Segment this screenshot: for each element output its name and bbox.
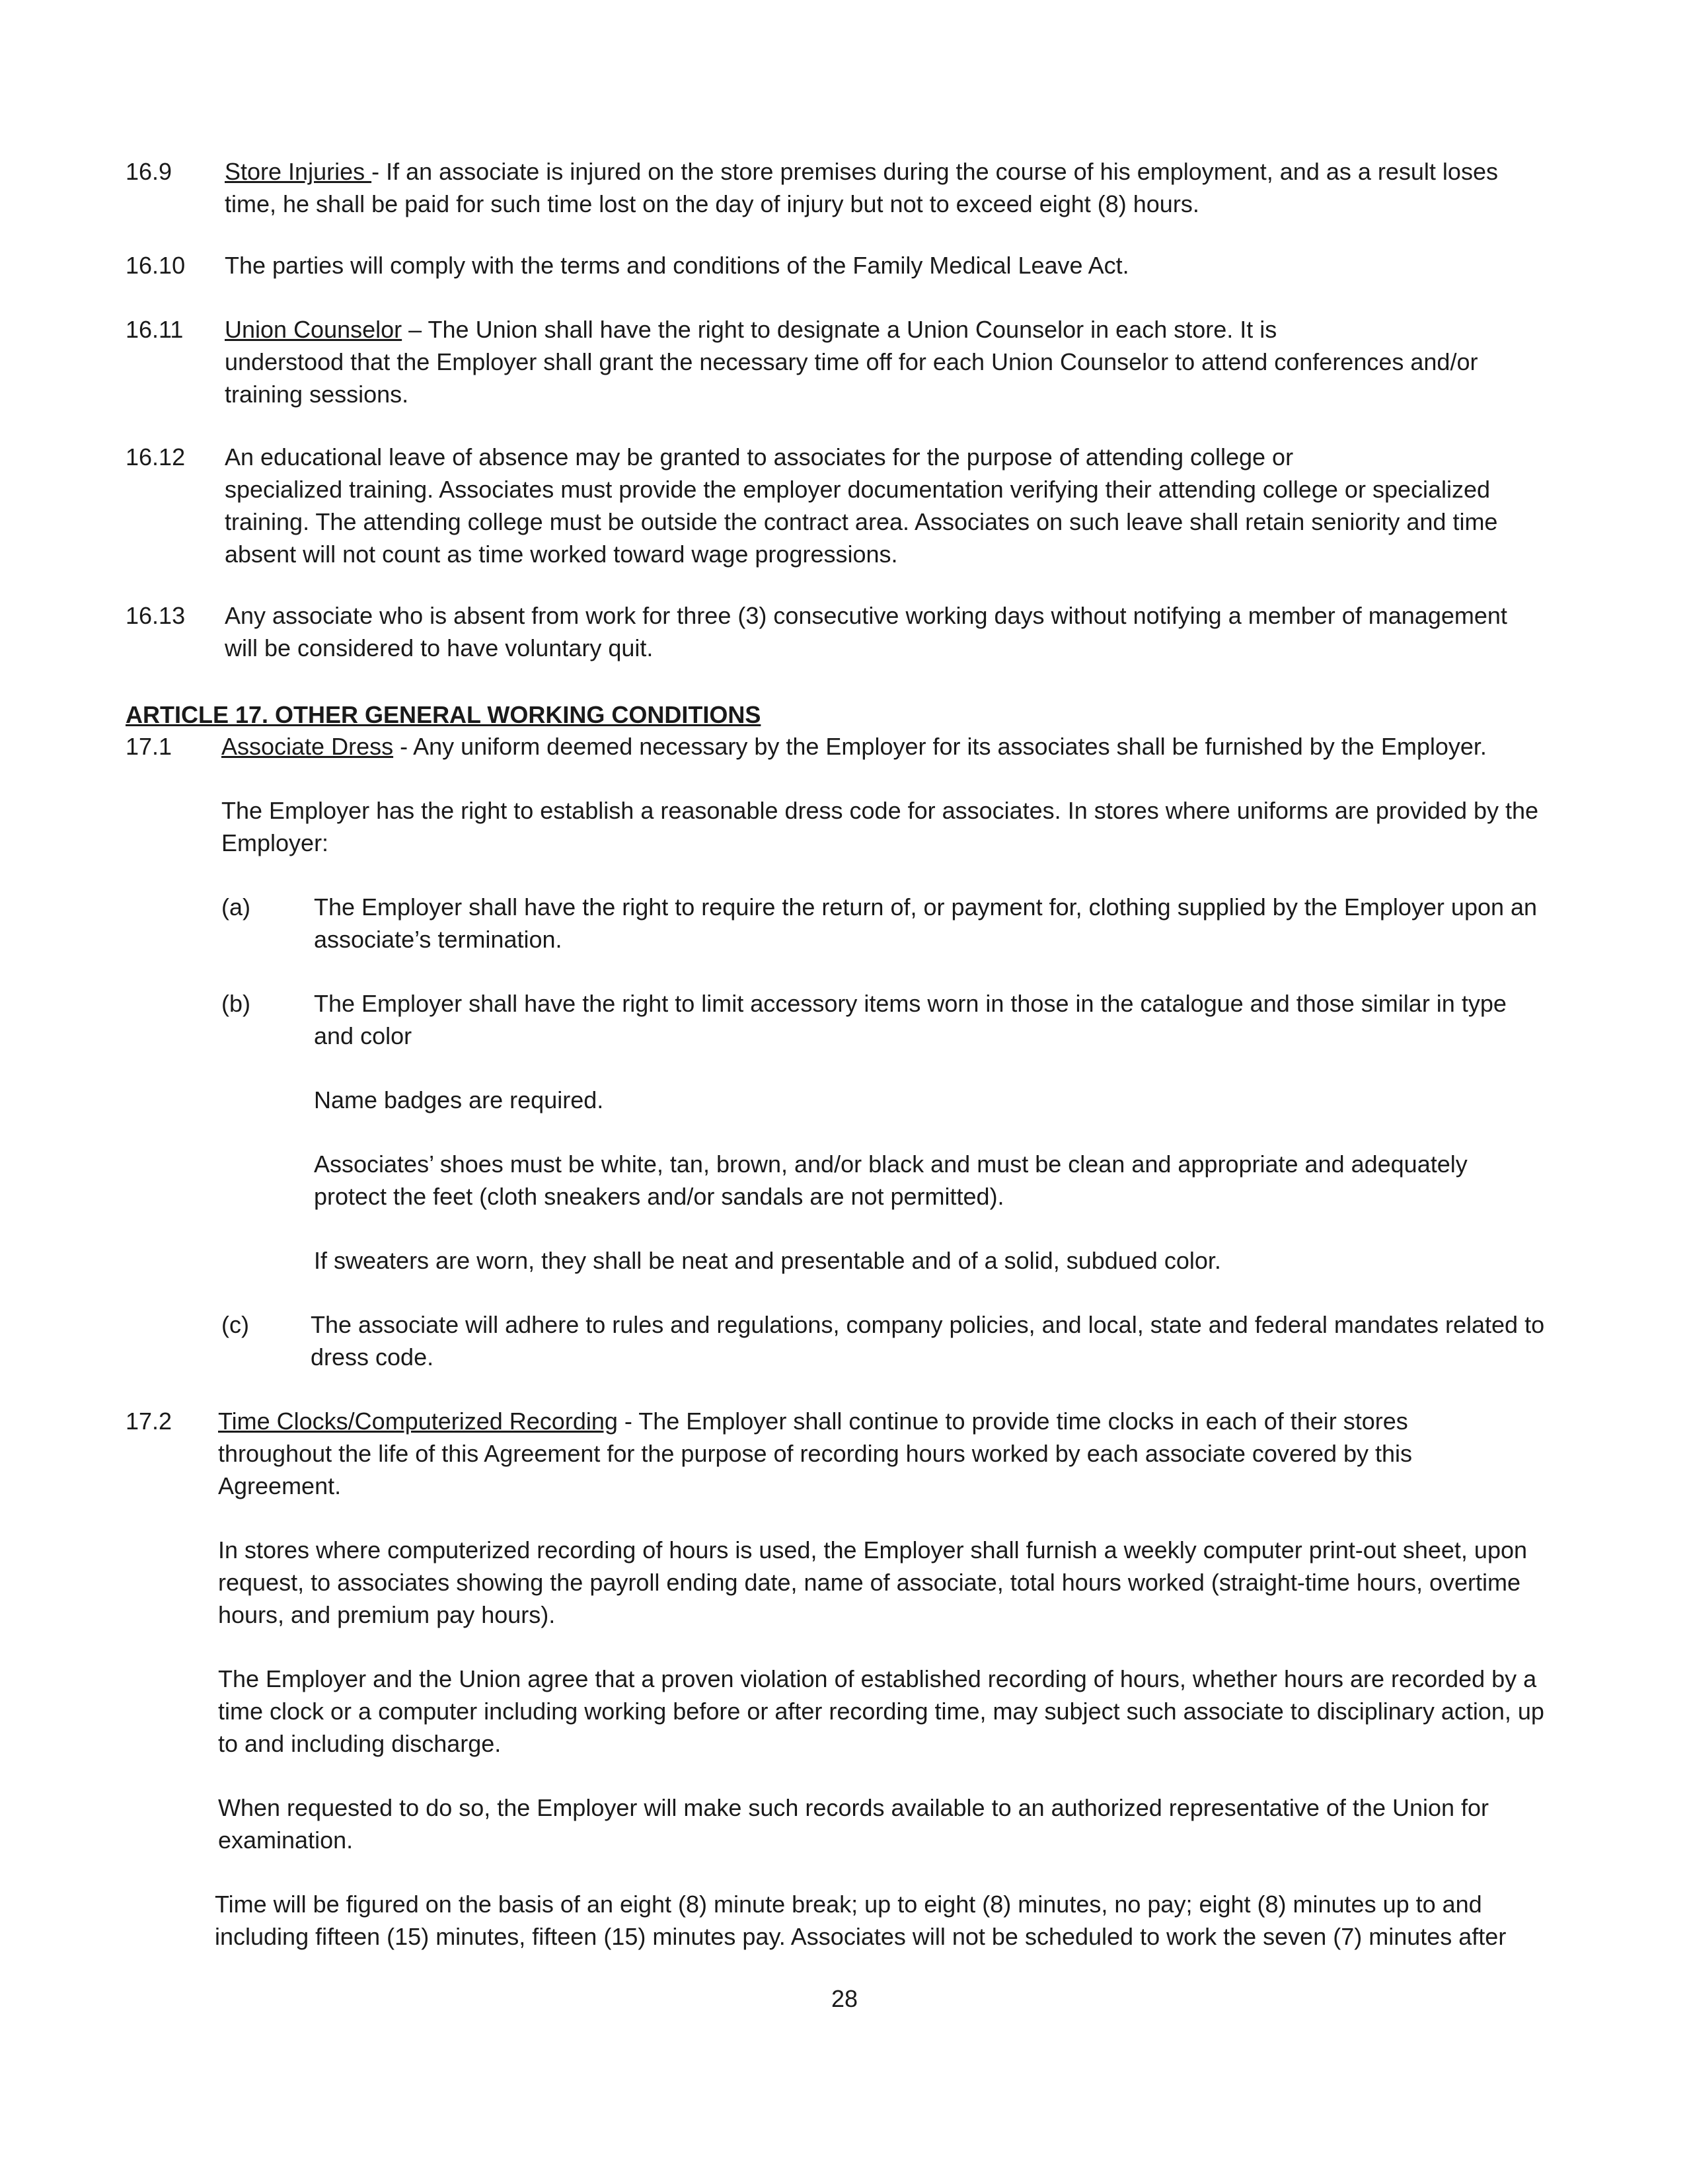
- section-number: 16.12: [126, 443, 186, 471]
- section-title: Store Injuries: [225, 158, 372, 185]
- section-paragraph: Time will be figured on the basis of an eight (8) minute break; up to eight (8) minutes, no pay; eight (8) minutes up to and including fifteen (15) minutes, fifteen (15) minutes pay. Associates will not be scheduled to work the seven (7) minutes after: [215, 1891, 1507, 1950]
- item-b-paragraph: Name badges are required.: [314, 1086, 604, 1113]
- item-label-c: (c): [221, 1311, 249, 1338]
- item-b-paragraph: If sweaters are worn, they shall be neat and presentable and of a solid, subdued color.: [314, 1247, 1221, 1274]
- section-text: [225, 313, 1540, 346]
- section-title: Time Clocks/Computerized Recording: [218, 1408, 618, 1435]
- item-text-a: The Employer shall have the right to require the return of, or payment for, clothing supplied by the Employer upon an associate’s termination.: [314, 893, 1538, 953]
- section-text: [221, 730, 1550, 763]
- item-label-b: (b): [221, 990, 250, 1017]
- section-number: 16.11: [126, 316, 184, 343]
- section-title: Associate Dress: [221, 733, 394, 760]
- section-number: 16.13: [126, 602, 186, 629]
- article-heading: ARTICLE 17. OTHER GENERAL WORKING CONDITIONS: [126, 701, 761, 728]
- section-number: 17.2: [126, 1408, 172, 1435]
- section-body-line1: An educational leave of absence may be granted to associates for the purpose of attending college or: [225, 443, 1294, 471]
- item-label-a: (a): [221, 893, 250, 921]
- section-body-line1: – The Union shall have the right to designate a Union Counselor in each store. It is: [402, 316, 1277, 343]
- section-number: 17.1: [126, 733, 172, 760]
- section-paragraph: The Employer has the right to establish a reasonable dress code for associates. In stores where uniforms are provided by the Employer:: [221, 797, 1539, 856]
- section-number: 16.9: [126, 158, 172, 185]
- section-body: - If an associate is injured on the store premises during the course of his employment, and as a result loses time, he shall be paid for such time lost on the day of injury but not to exceed eight (8) hours.: [225, 158, 1498, 217]
- section-body-rest: specialized training. Associates must provide the employer documentation verifying their attending college or specialized training. The attending college must be outside the contract area. Associates on such leave shall retain seniority and time absent will not count as time worked toward wage progressions.: [225, 476, 1498, 568]
- section-text: [225, 155, 1540, 220]
- section-paragraph: In stores where computerized recording of hours is used, the Employer shall furnish a weekly computer print-out sheet, upon request, to associates showing the payroll ending date, name of associate, total hours worked (straight-time hours, overtime hours, and premium pay hours).: [218, 1536, 1528, 1628]
- section-paragraph: When requested to do so, the Employer will make such records available to an authorized representative of the Union for examination.: [218, 1794, 1489, 1854]
- section-body: The parties will comply with the terms and conditions of the Family Medical Leave Act.: [225, 252, 1129, 279]
- section-body: - Any uniform deemed necessary by the Employer for its associates shall be furnished by the Employer.: [393, 733, 1487, 760]
- item-text-b: The Employer shall have the right to limit accessory items worn in those in the catalogue and those similar in type and color: [314, 990, 1507, 1049]
- item-text-c: The associate will adhere to rules and regulations, company policies, and local, state and federal mandates related to dress code.: [311, 1311, 1545, 1371]
- page-number: 28: [831, 1985, 858, 2012]
- item-b-paragraph: Associates’ shoes must be white, tan, brown, and/or black and must be clean and appropriate and adequately protect the feet (cloth sneakers and/or sandals are not permitted).: [314, 1150, 1468, 1210]
- section-body-rest: understood that the Employer shall grant the necessary time off for each Union Counselor to attend conferences and/or training sessions.: [225, 348, 1478, 408]
- section-title: Union Counselor: [225, 316, 402, 343]
- section-body: - The Employer shall continue to provide time clocks in each of their stores throughout the life of this Agreement for the purpose of recording hours worked by each associate covered by this Agreement.: [218, 1408, 1413, 1499]
- section-paragraph: The Employer and the Union agree that a proven violation of established recording of hours, whether hours are recorded by a time clock or a computer including working before or after recording time, may subject such associate to disciplinary action, up to and including discharge.: [218, 1665, 1544, 1757]
- section-number: 16.10: [126, 252, 186, 279]
- section-text: [218, 1405, 1467, 1502]
- section-body: Any associate who is absent from work for three (3) consecutive working days without notifying a member of management will be considered to have voluntary quit.: [225, 602, 1507, 661]
